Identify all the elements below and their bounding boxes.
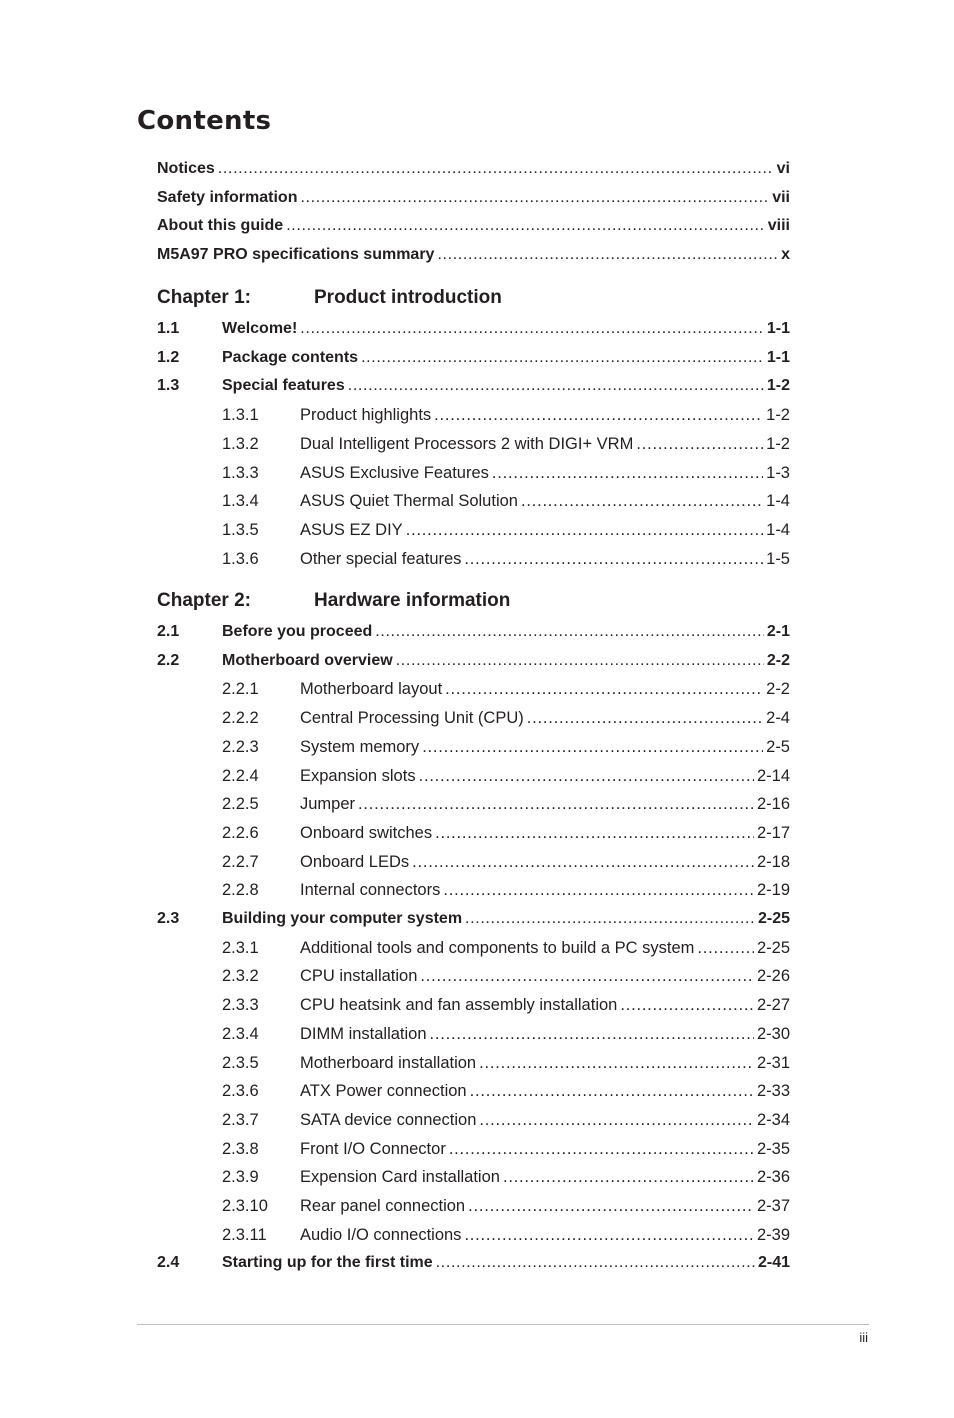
toc-entry-page: 2-2 bbox=[766, 680, 790, 699]
toc-dot-leader bbox=[636, 434, 763, 454]
toc-entry-page: 2-35 bbox=[756, 1139, 790, 1158]
page-title: Contents bbox=[137, 106, 272, 136]
toc-entry[interactable] bbox=[222, 878, 790, 900]
toc-entry-page: 2-25 bbox=[757, 910, 790, 927]
toc-dot-leader bbox=[406, 520, 763, 540]
toc-dot-leader bbox=[435, 823, 754, 843]
toc-entry-title: ATX Power connection bbox=[300, 1082, 467, 1101]
toc-entry-page: 1-1 bbox=[766, 348, 790, 366]
toc-entry-title: CPU installation bbox=[300, 967, 418, 986]
toc-entry-number: 1.3.4 bbox=[222, 492, 259, 511]
toc-entry-number: 2.3.10 bbox=[222, 1197, 268, 1215]
toc-entry-page: 2-2 bbox=[766, 651, 790, 669]
toc-entry-title: Motherboard layout bbox=[300, 680, 443, 699]
toc-entry[interactable] bbox=[222, 792, 790, 814]
toc-dot-leader bbox=[358, 794, 754, 814]
toc-entry-page: 2-33 bbox=[756, 1082, 790, 1101]
toc-dot-leader bbox=[465, 909, 755, 929]
toc-entry[interactable] bbox=[157, 186, 790, 208]
toc-entry-page: 2-37 bbox=[756, 1197, 790, 1215]
toc-entry-number: 1.3.6 bbox=[222, 549, 259, 568]
toc-entry[interactable] bbox=[157, 157, 790, 179]
toc-entry-title: ASUS Exclusive Features bbox=[300, 463, 489, 482]
toc-entry-title: ASUS Quiet Thermal Solution bbox=[300, 492, 518, 511]
toc-entry[interactable] bbox=[222, 432, 790, 454]
toc-entry-page: vii bbox=[772, 188, 790, 206]
toc-entry-page: 2-30 bbox=[756, 1024, 790, 1043]
toc-dot-leader bbox=[468, 1196, 754, 1216]
toc-entry-page: 1-1 bbox=[766, 320, 790, 337]
toc-entry-number: 2.3 bbox=[157, 910, 180, 927]
toc-entry[interactable] bbox=[157, 214, 790, 236]
toc-entry-number: 2.3.1 bbox=[222, 938, 259, 957]
toc-dot-leader bbox=[419, 766, 754, 786]
toc-entry-number: 1.3.1 bbox=[222, 406, 259, 425]
toc-entry-number: 2.3.3 bbox=[222, 996, 259, 1015]
toc-dot-leader bbox=[620, 995, 754, 1015]
toc-entry-page: 2-18 bbox=[756, 852, 790, 871]
toc-entry[interactable] bbox=[157, 620, 790, 642]
toc-entry[interactable] bbox=[157, 1251, 790, 1273]
toc-entry-page: 2-5 bbox=[766, 737, 790, 756]
toc-entry[interactable] bbox=[222, 1079, 790, 1101]
toc-entry-title: About this guide bbox=[157, 217, 284, 235]
toc-entry-number: 2.3.2 bbox=[222, 967, 259, 986]
toc-entry-title: Expansion slots bbox=[300, 766, 416, 785]
toc-entry[interactable] bbox=[222, 1165, 790, 1187]
toc-entry-number: 1.2 bbox=[157, 348, 180, 366]
toc-dot-leader bbox=[437, 245, 778, 265]
toc-entry-page: 2-16 bbox=[756, 795, 790, 814]
toc-entry-number: 1.3.5 bbox=[222, 520, 259, 539]
toc-entry-title: Product highlights bbox=[300, 406, 432, 425]
toc-entry-number: 2.2.3 bbox=[222, 737, 259, 756]
toc-entry[interactable] bbox=[222, 1223, 790, 1245]
toc-entry-number: 2.2.1 bbox=[222, 680, 259, 699]
toc-dot-leader bbox=[375, 622, 764, 642]
toc-entry-page: 2-41 bbox=[757, 1254, 790, 1272]
toc-entry-number: 2.2.6 bbox=[222, 823, 259, 842]
toc-entry-title: Front I/O Connector bbox=[300, 1139, 446, 1158]
toc-entry-page: 2-39 bbox=[756, 1225, 790, 1244]
toc-entry[interactable] bbox=[222, 735, 790, 757]
toc-entry-page: 1-5 bbox=[766, 549, 790, 568]
chapter-label: Chapter 1: bbox=[157, 287, 251, 308]
toc-entry[interactable] bbox=[222, 1051, 790, 1073]
toc-dot-leader bbox=[449, 1139, 754, 1159]
toc-entry-number: 2.3.4 bbox=[222, 1024, 259, 1043]
toc-entry-page: 2-34 bbox=[756, 1110, 790, 1129]
chapter-label: Chapter 2: bbox=[157, 590, 251, 611]
toc-dot-leader bbox=[348, 376, 764, 396]
toc-entry-page: 2-1 bbox=[766, 623, 790, 640]
toc-dot-leader bbox=[286, 216, 765, 236]
toc-dot-leader bbox=[503, 1167, 754, 1187]
toc-dot-leader bbox=[464, 549, 763, 569]
toc-dot-leader bbox=[300, 188, 769, 208]
toc-entry-title: Building your computer system bbox=[222, 910, 463, 927]
toc-entry-page: 1-4 bbox=[766, 492, 790, 511]
toc-dot-leader bbox=[434, 405, 763, 425]
toc-entry[interactable] bbox=[222, 850, 790, 872]
toc-dot-leader bbox=[443, 880, 754, 900]
toc-entry-title: Dual Intelligent Processors 2 with DIGI+ VRM bbox=[300, 434, 634, 453]
toc-entry-number: 2.2.5 bbox=[222, 795, 259, 814]
toc-entry-number: 2.2 bbox=[157, 651, 180, 669]
toc-entry-page: 2-36 bbox=[756, 1168, 790, 1187]
toc-entry-title: Additional tools and components to build a PC system bbox=[300, 938, 695, 957]
toc-entry-page: 2-31 bbox=[756, 1053, 790, 1072]
toc-entry[interactable] bbox=[222, 518, 790, 540]
toc-entry-page: 2-14 bbox=[756, 766, 790, 785]
toc-dot-leader bbox=[527, 708, 763, 728]
toc-entry[interactable] bbox=[157, 907, 790, 929]
toc-entry[interactable] bbox=[222, 993, 790, 1015]
toc-dot-leader bbox=[436, 1253, 755, 1273]
toc-entry-title: Before you proceed bbox=[222, 623, 373, 640]
toc-entry-title: Motherboard overview bbox=[222, 651, 393, 669]
toc-entry-title: SATA device connection bbox=[300, 1110, 477, 1129]
chapter-title: Product introduction bbox=[314, 287, 502, 308]
toc-entry-title: DIMM installation bbox=[300, 1024, 427, 1043]
toc-entry-title: Expension Card installation bbox=[300, 1168, 500, 1187]
toc-entry-title: M5A97 PRO specifications summary bbox=[157, 246, 435, 264]
toc-dot-leader bbox=[492, 463, 763, 483]
toc-entry-number: 2.3.8 bbox=[222, 1139, 259, 1158]
toc-entry[interactable] bbox=[222, 1137, 790, 1159]
toc-dot-leader bbox=[218, 159, 774, 179]
toc-dot-leader bbox=[521, 491, 763, 511]
toc-entry-page: x bbox=[781, 246, 790, 264]
toc-entry-page: 2-25 bbox=[756, 938, 790, 957]
toc-entry-title: Internal connectors bbox=[300, 881, 441, 900]
toc-entry-number: 2.2.8 bbox=[222, 881, 259, 900]
toc-entry-title: Central Processing Unit (CPU) bbox=[300, 709, 524, 728]
toc-entry-page: 2-19 bbox=[756, 881, 790, 900]
toc-entry-page: vi bbox=[776, 160, 790, 177]
toc-dot-leader bbox=[430, 1024, 754, 1044]
page-number: iii bbox=[859, 1330, 868, 1345]
toc-dot-leader bbox=[697, 938, 754, 958]
toc-entry-title: Rear panel connection bbox=[300, 1197, 466, 1215]
toc-entry-page: 1-3 bbox=[766, 463, 790, 482]
toc-entry-number: 1.3.2 bbox=[222, 434, 259, 453]
toc-entry-title: Safety information bbox=[157, 188, 298, 206]
toc-entry[interactable] bbox=[222, 706, 790, 728]
toc-entry-title: Special features bbox=[222, 377, 345, 395]
toc-entry-number: 2.3.7 bbox=[222, 1110, 259, 1129]
toc-entry[interactable] bbox=[157, 346, 790, 368]
footer-divider bbox=[137, 1324, 869, 1325]
toc-entry[interactable] bbox=[157, 374, 790, 396]
toc-entry-page: 2-17 bbox=[756, 823, 790, 842]
toc-entry-title: Other special features bbox=[300, 549, 462, 568]
toc-entry[interactable] bbox=[222, 677, 790, 699]
toc-entry[interactable] bbox=[157, 649, 790, 671]
chapter-title: Hardware information bbox=[314, 590, 511, 611]
toc-entry-number: 2.4 bbox=[157, 1254, 180, 1272]
toc-entry[interactable] bbox=[222, 1108, 790, 1130]
toc-entry[interactable] bbox=[222, 461, 790, 483]
toc-entry-title: ASUS EZ DIY bbox=[300, 520, 403, 539]
toc-entry-title: Onboard switches bbox=[300, 823, 433, 842]
toc-entry[interactable] bbox=[222, 964, 790, 986]
toc-dot-leader bbox=[396, 651, 764, 671]
toc-entry-number: 2.3.6 bbox=[222, 1082, 259, 1101]
toc-entry-number: 2.3.9 bbox=[222, 1168, 259, 1187]
toc-dot-leader bbox=[422, 737, 763, 757]
toc-dot-leader bbox=[479, 1053, 754, 1073]
toc-entry-number: 2.3.5 bbox=[222, 1053, 259, 1072]
toc-dot-leader bbox=[420, 966, 754, 986]
toc-entry-title: System memory bbox=[300, 737, 420, 756]
toc-entry[interactable] bbox=[222, 403, 790, 425]
toc-dot-leader bbox=[464, 1225, 754, 1245]
toc-entry-number: 1.3 bbox=[157, 377, 180, 395]
toc-entry-number: 2.1 bbox=[157, 623, 180, 640]
toc-entry[interactable] bbox=[222, 547, 790, 569]
toc-entry-title: Jumper bbox=[300, 795, 356, 814]
toc-entry[interactable] bbox=[222, 821, 790, 843]
toc-entry-page: 1-4 bbox=[766, 520, 790, 539]
toc-entry[interactable] bbox=[157, 243, 790, 265]
toc-entry[interactable] bbox=[222, 1194, 790, 1216]
toc-entry-title: Onboard LEDs bbox=[300, 852, 410, 871]
toc-entry-number: 1.1 bbox=[157, 320, 180, 337]
toc-entry-page: 1-2 bbox=[766, 406, 790, 425]
toc-dot-leader bbox=[300, 319, 764, 339]
toc-entry-number: 2.2.7 bbox=[222, 852, 259, 871]
toc-entry-title: Welcome! bbox=[222, 320, 298, 337]
toc-entry[interactable] bbox=[222, 489, 790, 511]
toc-entry[interactable] bbox=[222, 1022, 790, 1044]
toc-entry-number: 2.2.4 bbox=[222, 766, 259, 785]
toc-entry-page: 2-4 bbox=[766, 709, 790, 728]
toc-dot-leader bbox=[479, 1110, 754, 1130]
toc-entry-number: 2.2.2 bbox=[222, 709, 259, 728]
toc-entry[interactable] bbox=[157, 317, 790, 339]
toc-entry-page: 1-2 bbox=[766, 377, 790, 395]
toc-dot-leader bbox=[445, 679, 763, 699]
toc-dot-leader bbox=[412, 852, 754, 872]
toc-entry-page: viii bbox=[767, 217, 790, 235]
toc-entry-title: Notices bbox=[157, 160, 215, 177]
toc-entry-title: Audio I/O connections bbox=[300, 1225, 462, 1244]
toc-dot-leader bbox=[361, 348, 764, 368]
toc-dot-leader bbox=[470, 1081, 754, 1101]
toc-entry-title: Motherboard installation bbox=[300, 1053, 477, 1072]
toc-entry-title: Package contents bbox=[222, 348, 359, 366]
toc-entry[interactable] bbox=[222, 764, 790, 786]
toc-entry[interactable] bbox=[222, 936, 790, 958]
toc-entry-page: 1-2 bbox=[766, 434, 790, 453]
toc-entry-title: Starting up for the first time bbox=[222, 1254, 433, 1272]
toc-entry-number: 1.3.3 bbox=[222, 463, 259, 482]
toc-entry-title: CPU heatsink and fan assembly installation bbox=[300, 996, 618, 1015]
toc-entry-number: 2.3.11 bbox=[222, 1225, 267, 1244]
toc-entry-page: 2-26 bbox=[756, 967, 790, 986]
toc-entry-page: 2-27 bbox=[756, 996, 790, 1015]
